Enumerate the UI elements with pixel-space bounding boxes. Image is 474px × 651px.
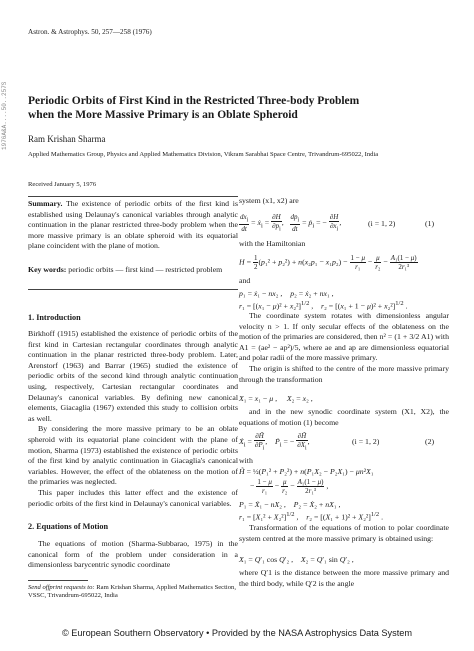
introduction-body [28,329,238,509]
transformation-equation: X₁ = x₁ − μ , X₂ = x₂ , [239,394,313,403]
new-hamiltonian-line-1: H̃ = ½(P₁² + P₂²) + n(P₁X₂ − P₂X₁) − μn²X₁ [239,467,374,476]
rotation-paragraph-text: The coordinate system rotates with dimensionless angular velocity n > 1. If only secular effects of the oblateness on the motion of the primaries are considered, then n² = (1 + 3/2 A1) with A1 = (ae² − ap²)/5, where ae and ap are dimensionless equatorial and polar radii of the more massive primary. [239,311,449,363]
new-system-paragraph [239,407,449,428]
ads-footer: © European Southern Observatory • Provided by the NASA Astrophysics Data System [61,628,413,638]
equations-heading: 2. Equations of Motion [28,522,109,531]
footnote-rule [28,580,88,581]
system-line: system (x1, x2) are [239,196,299,205]
journal-header: Astron. & Astrophys. 50, 257—258 (1976) [28,28,152,36]
distance-paragraph-text: where Q′1 is the distance between the more massive primary and the third body, while Q′2 is the angle [239,568,449,588]
summary-top-rule [28,196,238,197]
keywords-block [28,265,238,276]
with-line-2: with [239,456,253,465]
new-distance-equations: $r_1 = [X_1^2 + X_2^2]^{1/2}$ , $r_2 = [(X_1 + 1)^2 + X_2^2]^{1/2}$ . [239,511,384,522]
polar-transform-equation: X₁ = Q′₁ cos Q′₂ , X₂ = Q′₁ sin Q′₂ , [239,555,354,564]
new-system-text: and in the new synodic coordinate system (X1, X2), the equations of motion (1) become [239,407,449,427]
equation-2-index: (i = 1, 2) [352,437,380,446]
keywords-label: Key words: [28,265,67,274]
intro-paragraph-3: This paper includes this latter effect and the existence of periodic orbits of the first kind in Delaunay's canonical variables. [28,487,238,508]
distance-paragraph [239,568,449,589]
summary-text: The existence of periodic orbits of the first kind is established using Delaunay's canonical variables through analytic continuation in the planar restricted three-body problem when the more massive primary is an oblate spheroid with its equatorial plane coincident with the plane of motion. [28,199,238,251]
hamiltonian-intro: with the Hamiltonian [239,239,306,248]
equation-2: Ẋ$_i$ = $\frac{\partial H̃}{\partial P_i}$ , Ṗ$_i$ = − $\frac{\partial H̃}{\partial X_i}$ , [239,432,310,452]
title-line-2: when the More Massive Primary is an Oblate Spheroid [28,108,298,121]
intro-paragraph-2: By considering the more massive primary to be an oblate spheroid with its equatorial plane coincident with the plane of motion, Sharma (1973) established the existence of periodic orbits of the first kind by analytic continuation in Giacaglia's canonical variables. However, the effect of the oblateness on the motion of the primaries was neglected. [28,424,238,487]
new-momentum-equations: P₁ = Ẋ₁ − nX₂ , P₂ = Ẋ₂ + nX₁ , [239,500,341,509]
footnote-label: Send offprint requests to: [28,584,95,591]
footnote-text: Ram Krishan Sharma, Applied Mathematics Section, VSSC, Trivandrum-695022, India [28,584,236,600]
received-date: Received January 5, 1976 [28,181,97,188]
author-affiliation: Applied Mathematics Group, Physics and Applied Mathematics Division, Vikram Sarabhai Space Centre, Trivandrum-695022, India [28,151,379,158]
equation-1-number: (1) [425,219,435,228]
rotation-paragraph [239,311,449,364]
momentum-equations: p₁ = ẋ₁ − nx₂ , p₂ = ẋ₂ + nx₁ , [239,289,334,298]
equation-2-number: (2) [425,437,435,446]
footnote [28,584,238,601]
bibcode-stamp: 1976A&A....50..257S [1,81,8,150]
title-line-1: Periodic Orbits of First Kind in the Restricted Three-body Problem [28,95,360,107]
equation-1-index: (i = 1, 2) [368,219,396,228]
origin-shift-text: The origin is shifted to the centre of the more massive primary through the transformation [239,364,449,384]
polar-paragraph-text: Transformation of the equations of motion to polar coordinate system centred at the more massive primary is obtained using: [239,523,449,543]
new-hamiltonian-line-2: − $\frac{1 - \mu}{\text{r₁}}$ − $\frac{\mu}{\text{r₂}}$ − $\frac{\text{A₁(1 − μ)}}{\text{2r₁³}}$ , [250,478,329,495]
distance-equations: $r_1 = [(x_1 - \mu)^2 + x_2^2]^{1/2}$ , $r_2 = [(x_1 + 1 - \mu)^2 + x_2^2]^{1/2}$ . [239,300,408,311]
equations-body [28,539,238,571]
intro-paragraph-1: Birkhoff (1915) established the existence of periodic orbits of the first kind in Cartesian rectangular coordinates through analytic continuation in the planar restricted three-body problem. Later, Arenstorf (1963) and Barrar (1965) studied the existence of periodic orbits of the second kind through analytic continuation using, respectively, Cartesian rectangular coordinates and Delaunay's canonical variables. By defining new canonical elements, Giacaglia (1967) extended this study to collision orbits as well. [28,329,238,423]
hamiltonian-equation: H = $\frac{1}{2}$ (p₁² + p₂²) + n(x₂p₁ − x₁p₂) − $\frac{1 - \mu}{\text{r₁}}$ − $\frac{\mu}{\text{r₂}}$ − $\frac{\text{A₁(1 − μ)}}{\text{2r₁³}}$ [239,254,417,271]
equation-1: $\frac{dx_i}{dt}$ = ẋ$_i$ = $\frac{\partial H}{\partial p_i}$ , $\frac{dp_i}{dt}$ = ṗ$_i$ = − $\frac{\partial H}{\partial x_i}$ , [240,213,342,234]
equations-paragraph-1: The equations of motion (Sharma-Subbarao, 1975) in the canonical form of the problem under consideration in a dimensionless barycentric synodic coordinate [28,539,238,570]
author-name: Ram Krishan Sharma [28,134,106,144]
summary-block [28,199,238,252]
summary-bottom-rule [28,289,238,290]
origin-shift-paragraph [239,364,449,385]
introduction-heading: 1. Introduction [28,313,81,322]
keywords-text: periodic orbits — first kind — restricted problem [68,265,223,274]
paper-title [28,95,448,122]
and-line-1: and [239,276,251,285]
summary-label: Summary. [28,199,63,208]
polar-paragraph [239,523,449,544]
